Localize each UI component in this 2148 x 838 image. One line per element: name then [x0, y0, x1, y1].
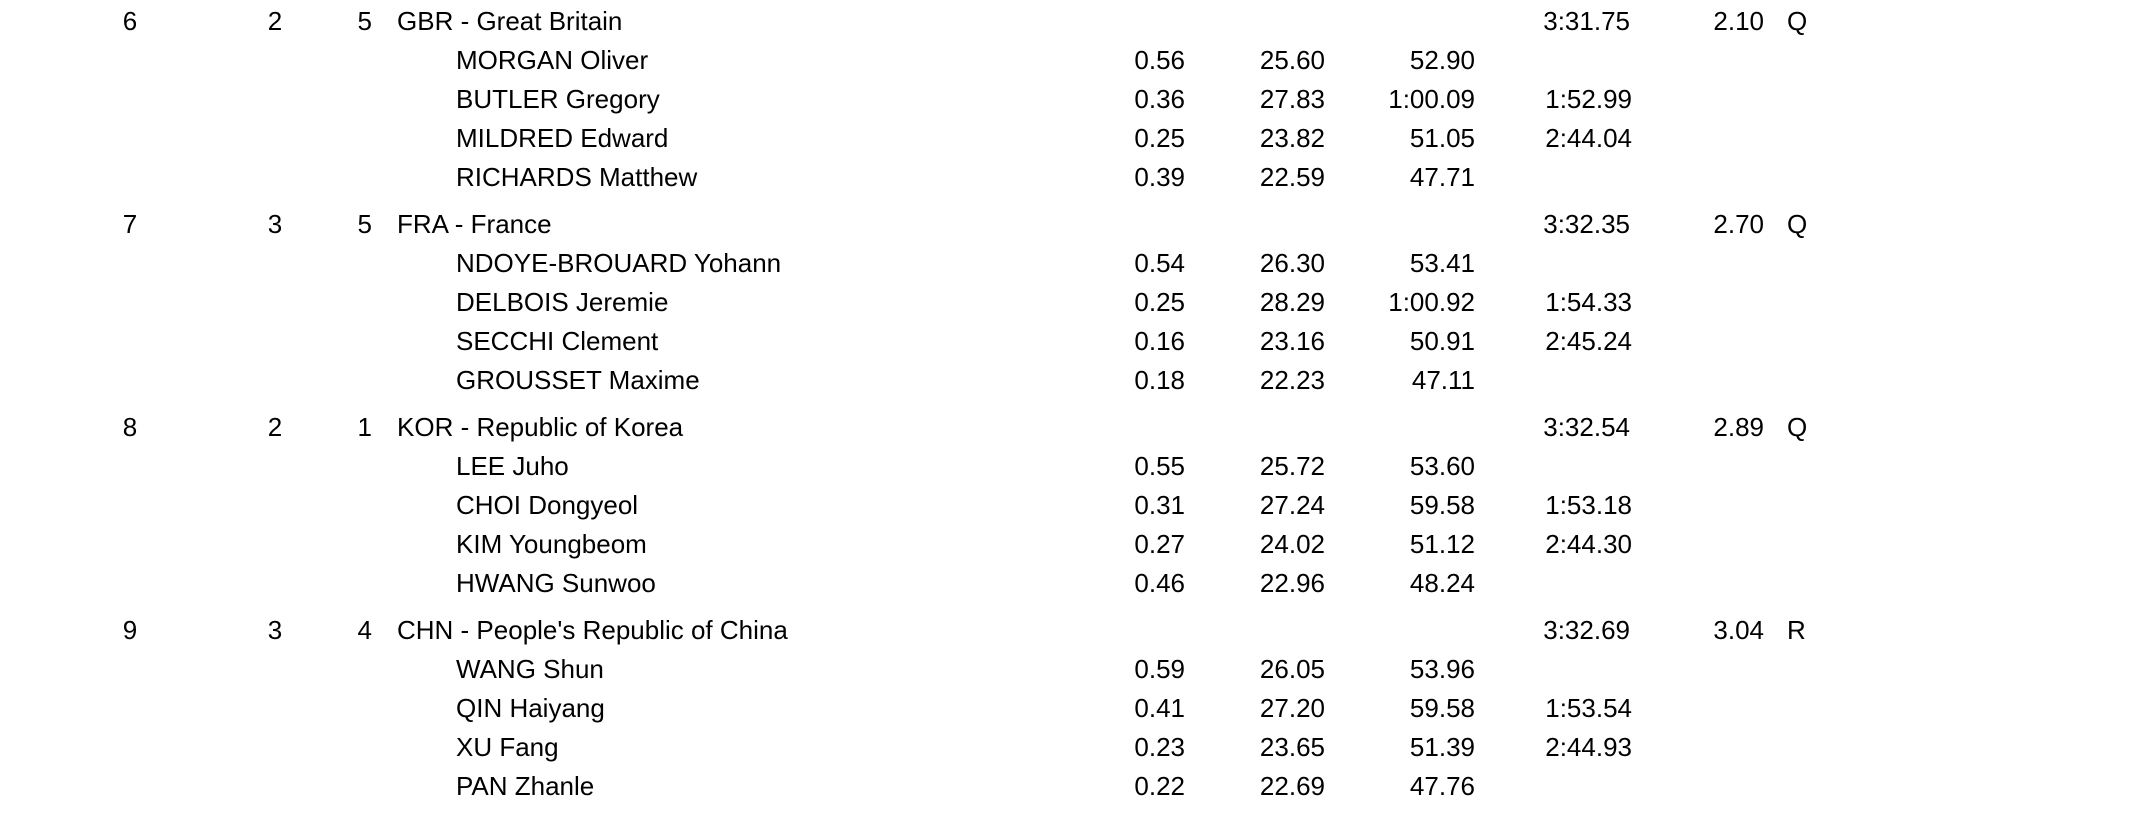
- team-final-time: 3:32.54: [1543, 412, 1630, 442]
- swimmer-row: [0, 283, 2148, 322]
- swimmer-row: [0, 486, 2148, 525]
- swimmer-name: MILDRED Edward: [456, 123, 669, 153]
- swimmer-row: [0, 650, 2148, 689]
- swimmer-name: GROUSSET Maxime: [456, 365, 700, 395]
- reaction-time: 0.16: [1134, 326, 1185, 356]
- split-50: 23.65: [1259, 732, 1325, 762]
- split-50: 23.16: [1259, 326, 1325, 356]
- team-row: [0, 408, 2148, 447]
- split-50: 27.20: [1259, 693, 1325, 723]
- swimmer-row: [0, 525, 2148, 564]
- swimmer-row: [0, 689, 2148, 728]
- swimmer-name: KIM Youngbeom: [456, 529, 647, 559]
- split-100: 53.41: [1409, 248, 1475, 278]
- reaction-time: 0.23: [1134, 732, 1185, 762]
- team-name: KOR - Republic of Korea: [397, 412, 684, 442]
- reaction-time: 0.59: [1134, 654, 1185, 684]
- team-row: [0, 2, 2148, 41]
- split-100: 59.58: [1409, 693, 1475, 723]
- cumulative-time: 1:54.33: [1545, 287, 1632, 317]
- team-rank: 6: [122, 6, 138, 36]
- team-time-behind: 2.89: [1713, 412, 1764, 442]
- team-block: [0, 205, 2148, 405]
- split-50: 25.72: [1259, 451, 1325, 481]
- swimmer-row: [0, 41, 2148, 80]
- swimmer-name: LEE Juho: [456, 451, 569, 481]
- swimmer-row: [0, 158, 2148, 197]
- swimmer-name: BUTLER Gregory: [456, 84, 660, 114]
- swimmer-name: XU Fang: [456, 732, 559, 762]
- team-qualification: Q: [1787, 412, 1808, 442]
- swimmer-row: [0, 80, 2148, 119]
- reaction-time: 0.46: [1134, 568, 1185, 598]
- split-100: 53.60: [1409, 451, 1475, 481]
- cumulative-time: 1:52.99: [1545, 84, 1632, 114]
- team-heat: 2: [267, 6, 283, 36]
- swimmer-name: WANG Shun: [456, 654, 604, 684]
- swimmer-row: [0, 767, 2148, 806]
- split-50: 25.60: [1259, 45, 1325, 75]
- split-100: 52.90: [1409, 45, 1475, 75]
- reaction-time: 0.55: [1134, 451, 1185, 481]
- team-heat: 3: [267, 209, 283, 239]
- split-50: 27.83: [1259, 84, 1325, 114]
- split-50: 24.02: [1259, 529, 1325, 559]
- split-100: 1:00.09: [1388, 84, 1475, 114]
- team-qualification: Q: [1787, 6, 1808, 36]
- split-100: 47.76: [1409, 771, 1475, 801]
- split-50: 28.29: [1259, 287, 1325, 317]
- split-100: 48.24: [1409, 568, 1475, 598]
- split-100: 51.39: [1409, 732, 1475, 762]
- team-qualification: R: [1787, 615, 1806, 645]
- swimmer-row: [0, 244, 2148, 283]
- team-final-time: 3:32.69: [1543, 615, 1630, 645]
- split-100: 1:00.92: [1388, 287, 1475, 317]
- team-lane: 5: [357, 209, 372, 239]
- team-qualification: Q: [1787, 209, 1808, 239]
- reaction-time: 0.25: [1134, 123, 1185, 153]
- reaction-time: 0.22: [1134, 771, 1185, 801]
- reaction-time: 0.56: [1134, 45, 1185, 75]
- swimmer-row: [0, 564, 2148, 603]
- split-100: 47.71: [1409, 162, 1475, 192]
- team-name: CHN - People's Republic of China: [397, 615, 788, 645]
- split-100: 47.11: [1411, 365, 1475, 395]
- split-50: 22.23: [1259, 365, 1325, 395]
- split-100: 51.05: [1409, 123, 1475, 153]
- split-50: 26.30: [1259, 248, 1325, 278]
- reaction-time: 0.18: [1134, 365, 1185, 395]
- split-50: 23.82: [1259, 123, 1325, 153]
- team-final-time: 3:32.35: [1543, 209, 1630, 239]
- cumulative-time: 2:44.93: [1545, 732, 1632, 762]
- swimmer-name: PAN Zhanle: [456, 771, 595, 801]
- team-lane: 1: [357, 412, 372, 442]
- team-heat: 2: [267, 412, 283, 442]
- team-lane: 5: [357, 6, 372, 36]
- team-rank: 9: [122, 615, 138, 645]
- swimmer-row: [0, 728, 2148, 767]
- team-name: FRA - France: [397, 209, 552, 239]
- swimmer-name: MORGAN Oliver: [456, 45, 649, 75]
- reaction-time: 0.31: [1134, 490, 1185, 520]
- reaction-time: 0.41: [1134, 693, 1185, 723]
- split-50: 26.05: [1259, 654, 1325, 684]
- swimmer-row: [0, 322, 2148, 361]
- swimmer-row: [0, 447, 2148, 486]
- team-time-behind: 3.04: [1713, 615, 1764, 645]
- reaction-time: 0.36: [1134, 84, 1185, 114]
- split-50: 22.69: [1259, 771, 1325, 801]
- reaction-time: 0.39: [1134, 162, 1185, 192]
- team-rank: 8: [122, 412, 138, 442]
- cumulative-time: 2:44.30: [1545, 529, 1632, 559]
- reaction-time: 0.54: [1134, 248, 1185, 278]
- split-100: 59.58: [1409, 490, 1475, 520]
- team-block: [0, 408, 2148, 608]
- swimmer-row: [0, 119, 2148, 158]
- split-100: 51.12: [1409, 529, 1475, 559]
- team-time-behind: 2.70: [1713, 209, 1764, 239]
- split-100: 53.96: [1409, 654, 1475, 684]
- reaction-time: 0.25: [1134, 287, 1185, 317]
- team-lane: 4: [357, 615, 372, 645]
- swimmer-name: SECCHI Clement: [456, 326, 659, 356]
- split-50: 27.24: [1259, 490, 1325, 520]
- cumulative-time: 1:53.18: [1545, 490, 1632, 520]
- team-heat: 3: [267, 615, 283, 645]
- split-100: 50.91: [1409, 326, 1475, 356]
- swimmer-name: NDOYE-BROUARD Yohann: [456, 248, 782, 278]
- team-name: GBR - Great Britain: [397, 6, 623, 36]
- swimmer-name: RICHARDS Matthew: [456, 162, 698, 192]
- split-50: 22.96: [1259, 568, 1325, 598]
- team-row: [0, 205, 2148, 244]
- team-final-time: 3:31.75: [1543, 6, 1630, 36]
- team-block: [0, 2, 2148, 202]
- team-rank: 7: [122, 209, 138, 239]
- team-time-behind: 2.10: [1713, 6, 1764, 36]
- team-block: [0, 611, 2148, 811]
- swimmer-name: HWANG Sunwoo: [456, 568, 656, 598]
- reaction-time: 0.27: [1134, 529, 1185, 559]
- swimmer-name: QIN Haiyang: [456, 693, 605, 723]
- cumulative-time: 2:44.04: [1545, 123, 1632, 153]
- cumulative-time: 1:53.54: [1545, 693, 1632, 723]
- swimmer-name: CHOI Dongyeol: [456, 490, 639, 520]
- swimmer-name: DELBOIS Jeremie: [456, 287, 669, 317]
- split-50: 22.59: [1259, 162, 1325, 192]
- swimmer-row: [0, 361, 2148, 400]
- cumulative-time: 2:45.24: [1545, 326, 1632, 356]
- team-row: [0, 611, 2148, 650]
